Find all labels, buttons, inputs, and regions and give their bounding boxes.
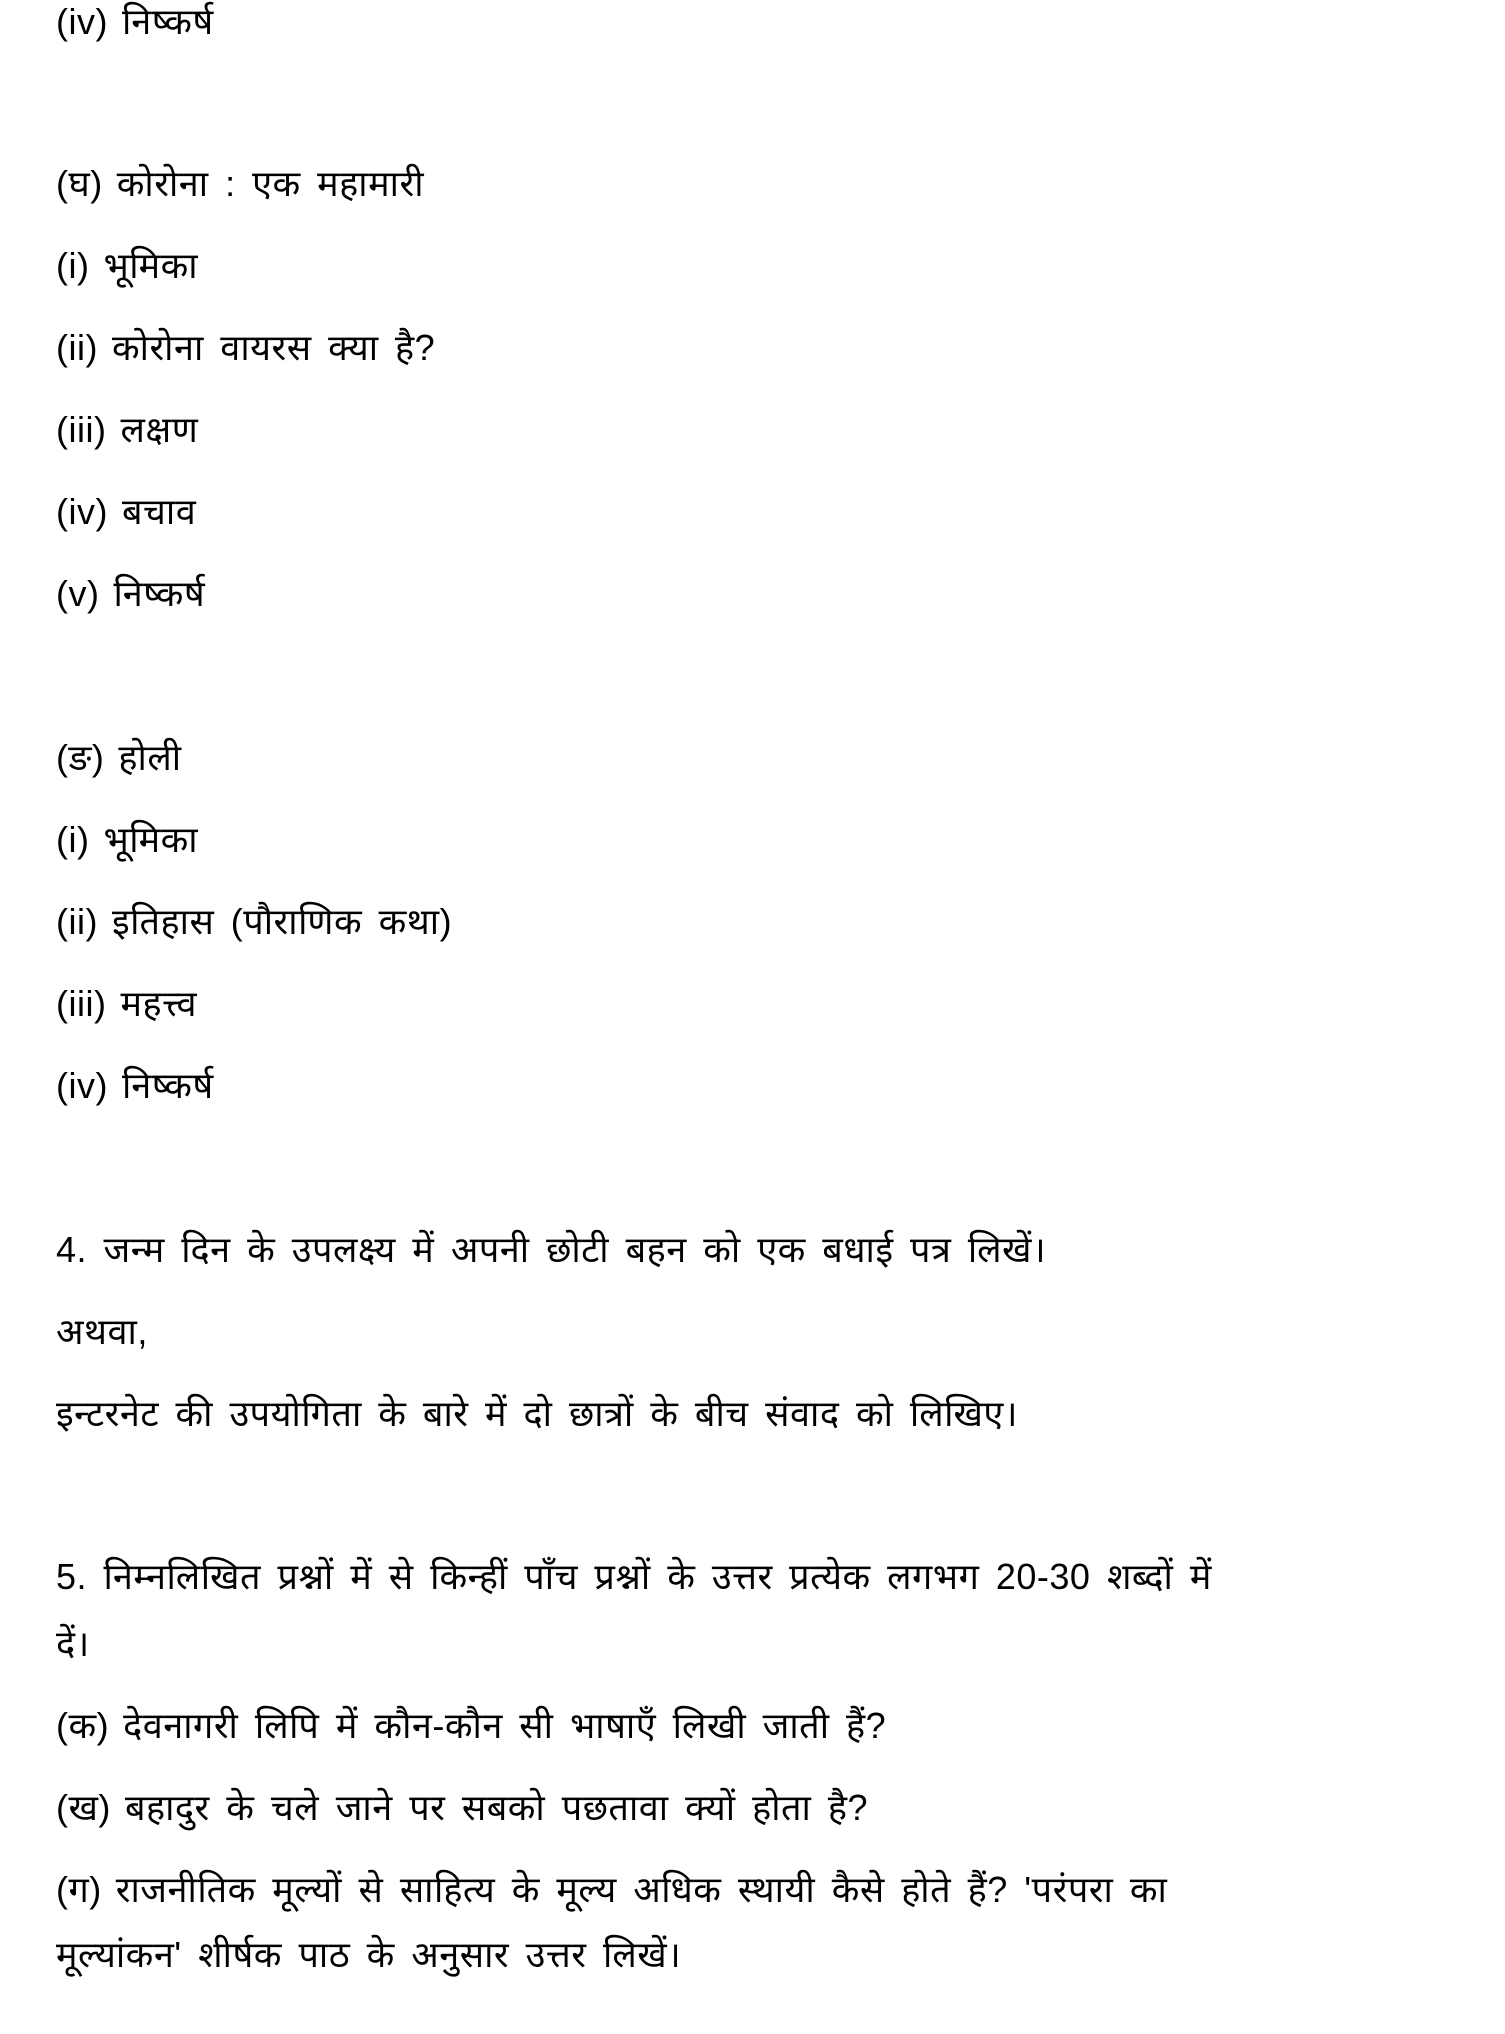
subquestion-label: (ख) [56,1787,111,1828]
topic-label: (घ) [56,163,103,204]
question-text: जन्म दिन के उपलक्ष्य में अपनी छोटी बहन को एक बधाई पत्र लिखें। [103,1229,1047,1270]
item-label: (ii) [56,901,98,942]
subquestion-continuation: मूल्यांकन' शीर्षक पाठ के अनुसार उत्तर लिखें। [56,1934,682,1975]
subquestion-label: (ग) [56,1869,102,1910]
subquestion-label: (क) [56,1705,110,1746]
outline-item [56,1064,214,1108]
item-label: (i) [56,819,90,860]
outline-item [56,244,198,288]
outline-item [56,408,198,452]
outline-item [56,982,197,1026]
topic-title: होली [118,737,182,778]
question-number: 4. [56,1229,88,1270]
item-label: (iv) [56,491,108,532]
topic-title: कोरोना : एक महामारी [116,163,425,204]
question-4 [56,1228,1046,1272]
item-label: (ii) [56,327,98,368]
essay-topic-heading [56,162,424,206]
item-text: लक्षण [120,409,199,450]
item-label: (v) [56,573,100,614]
subquestion [56,1786,868,1830]
item-label: (i) [56,245,90,286]
item-text: निष्कर्ष [113,573,206,614]
outline-item [56,326,435,370]
item-text: बचाव [121,491,197,532]
essay-topic-heading [56,736,182,780]
question-number: 5. [56,1556,88,1597]
item-text: निष्कर्ष [121,1065,214,1106]
outline-item [56,572,205,616]
item-text: निष्कर्ष [121,1,214,42]
or-label: अथवा, [56,1311,148,1352]
item-text: इतिहास (पौराणिक कथा) [111,901,453,942]
item-label: (iv) [56,1065,108,1106]
outline-item [56,0,214,44]
subquestion-text: बहादुर के चले जाने पर सबको पछतावा क्यों होता है? [124,1787,869,1828]
item-text: भूमिका [103,245,199,286]
outline-item [56,818,198,862]
question-5 [56,1555,1212,1599]
question-text-line1: निम्नलिखित प्रश्नों में से किन्हीं पाँच प्रश्नों के उत्तर प्रत्येक लगभग 20-30 शब्दों में [103,1556,1212,1597]
item-label: (iii) [56,983,107,1024]
subquestion [56,1868,1167,1912]
outline-item [56,900,452,944]
subquestion-text: देवनागरी लिपि में कौन-कौन सी भाषाएँ लिखी जाती हैं? [123,1705,887,1746]
subquestion [56,1704,886,1748]
question-5-line2: दें। [56,1623,90,1664]
topic-label: (ङ) [56,737,105,778]
item-label: (iii) [56,409,107,450]
subquestion-text-line1: राजनीतिक मूल्यों से साहित्य के मूल्य अधिक स्थायी कैसे होते हैं? 'परंपरा का [115,1869,1168,1910]
question-4-alternative: इन्टरनेट की उपयोगिता के बारे में दो छात्रों के बीच संवाद को लिखिए। [56,1393,1018,1434]
item-text: कोरोना वायरस क्या है? [111,327,436,368]
item-label: (iv) [56,1,108,42]
outline-item [56,490,196,534]
item-text: महत्त्व [120,983,198,1024]
item-text: भूमिका [103,819,199,860]
